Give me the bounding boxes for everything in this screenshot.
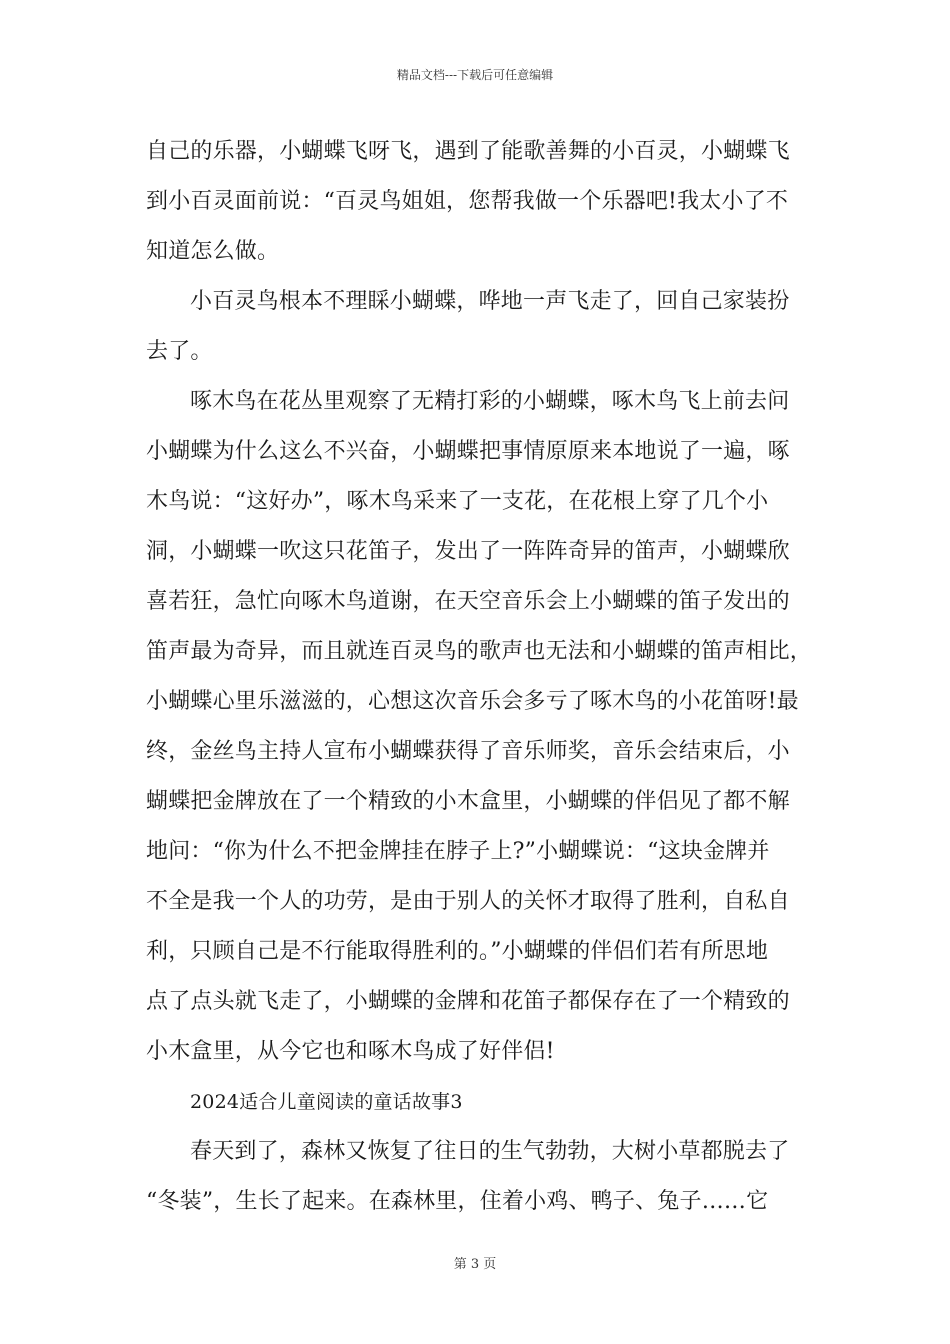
text-line: 自己的乐器，小蝴蝶飞呀飞，遇到了能歌善舞的小百灵，小蝴蝶飞 <box>146 139 790 164</box>
paragraph-start-line: 啄木鸟在花丛里观察了无精打彩的小蝴蝶，啄木鸟飞上前去问 <box>190 389 790 414</box>
text-line: 地问：“你为什么不把金牌挂在脖子上?”小蝴蝶说：“这块金牌并 <box>146 839 770 864</box>
text-line: 小蝴蝶为什么这么不兴奋，小蝴蝶把事情原原来本地说了一遍，啄 <box>146 439 790 464</box>
text-line: 小木盒里，从今它也和啄木鸟成了好伴侣! <box>146 1039 555 1064</box>
text-line: 笛声最为奇异，而且就连百灵鸟的歌声也无法和小蝴蝶的笛声相比， <box>146 639 813 664</box>
text-line: 木鸟说：“这好办”，啄木鸟采来了一支花，在花根上穿了几个小 <box>146 489 769 514</box>
text-line: 去了。 <box>146 339 213 364</box>
page-header: 精品文档---下载后可任意编辑 <box>396 68 554 82</box>
paragraph-start-line: 春天到了，森林又恢复了往日的生气勃勃，大树小草都脱去了 <box>190 1139 790 1164</box>
page-number: 第 3 页 <box>453 1257 497 1272</box>
text-line: 蝴蝶把金牌放在了一个精致的小木盒里，小蝴蝶的伴侣见了都不解 <box>146 789 790 814</box>
section-heading: 2024适合儿童阅读的童话故事3 <box>190 1091 463 1113</box>
paragraph-start-line: 小百灵鸟根本不理睬小蝴蝶，哗地一声飞走了，回自己家装扮 <box>190 289 790 314</box>
text-line: 喜若狂，急忙向啄木鸟道谢，在天空音乐会上小蝴蝶的笛子发出的 <box>146 589 790 614</box>
text-line: 小蝴蝶心里乐滋滋的，心想这次音乐会多亏了啄木鸟的小花笛呀!最 <box>146 689 799 714</box>
text-line: “冬装”，生长了起来。在森林里，住着小鸡、鸭子、兔子……它 <box>146 1189 769 1214</box>
text-line: 终，金丝鸟主持人宣布小蝴蝶获得了音乐师奖，音乐会结束后，小 <box>146 739 790 764</box>
text-line: 点了点头就飞走了，小蝴蝶的金牌和花笛子都保存在了一个精致的 <box>146 989 790 1014</box>
text-line: 知道怎么做。 <box>146 239 280 264</box>
document-body <box>146 132 826 1232</box>
text-line: 洞，小蝴蝶一吹这只花笛子，发出了一阵阵奇异的笛声，小蝴蝶欣 <box>146 539 790 564</box>
text-line: 利，只顾自己是不行能取得胜利的。”小蝴蝶的伴侣们若有所思地 <box>146 939 769 964</box>
text-line: 到小百灵面前说：“百灵鸟姐姐，您帮我做一个乐器吧!我太小了不 <box>146 189 789 214</box>
text-line: 不全是我一个人的功劳，是由于别人的关怀才取得了胜利，自私自 <box>146 889 790 914</box>
